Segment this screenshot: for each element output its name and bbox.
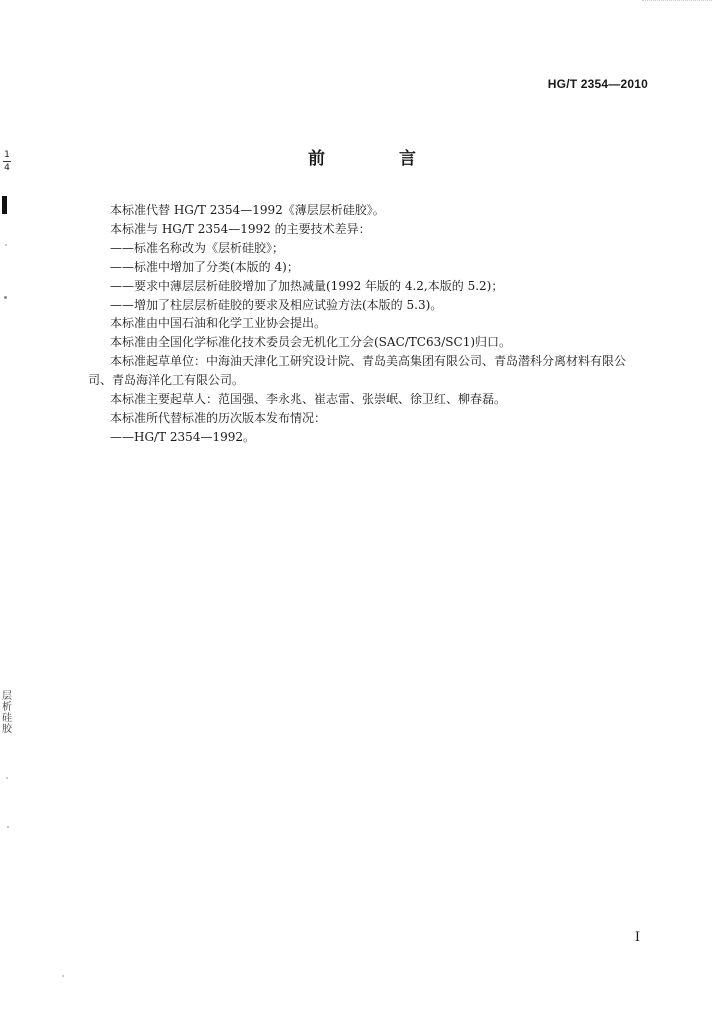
page-number: I: [634, 930, 640, 945]
list-item: ——要求中薄层层析硅胶增加了加热减量(1992 年版的 4.2,本版的 5.2)；: [110, 278, 504, 293]
fraction-denominator: 4: [4, 163, 10, 173]
paragraph: 本标准代替 HG/T 2354—1992《薄层层析硅胶》。: [110, 203, 385, 217]
margin-speck: [4, 296, 7, 299]
side-running-title: [2, 691, 14, 735]
side-title-char: 硅: [2, 713, 12, 724]
page-title: 前 言: [308, 149, 450, 169]
margin-speck: [5, 244, 7, 246]
paragraph: 本标准由中国石油和化学工业协会提出。: [110, 316, 327, 331]
scan-speck: [62, 975, 64, 977]
paragraph: 本标准与 HG/T 2354—1992 的主要技术差异：: [110, 221, 371, 236]
side-title-char: 层: [2, 691, 12, 702]
paragraph: 本标准所代替标准的历次版本发布情况：: [110, 410, 327, 425]
list-item: ——HG/T 2354—1992。: [110, 429, 255, 444]
document-body: [88, 201, 653, 447]
paragraph-continuation: 司、青岛海洋化工有限公司。: [88, 373, 245, 388]
side-title-char: 胶: [2, 724, 12, 735]
document-code: HG/T 2354—2010: [547, 77, 648, 91]
list-item: ——标准中增加了分类(本版的 4)；: [110, 259, 299, 274]
paragraph: 本标准由全国化学标准化技术委员会无机化工分会(SAC/TC63/SC1)归口。: [110, 335, 512, 350]
list-item: ——增加了柱层层析硅胶的要求及相应试验方法(本版的 5.3)。: [110, 297, 443, 312]
paragraph: 本标准主要起草人：范国强、李永兆、崔志雷、张崇岷、徐卫红、柳春磊。: [110, 392, 507, 407]
side-title-char: 析: [2, 702, 12, 713]
paragraph: 本标准起草单位：中海油天津化工研究设计院、青岛美高集团有限公司、青岛潜科分离材料有限公: [110, 354, 627, 369]
scan-speck: [7, 826, 9, 828]
scan-edge: [642, 0, 712, 4]
list-item: ——标准名称改为《层析硅胶》；: [110, 240, 285, 255]
margin-bookmark-mark: [2, 196, 7, 214]
fraction-numerator: 1: [4, 150, 10, 160]
scan-speck: [6, 777, 8, 779]
